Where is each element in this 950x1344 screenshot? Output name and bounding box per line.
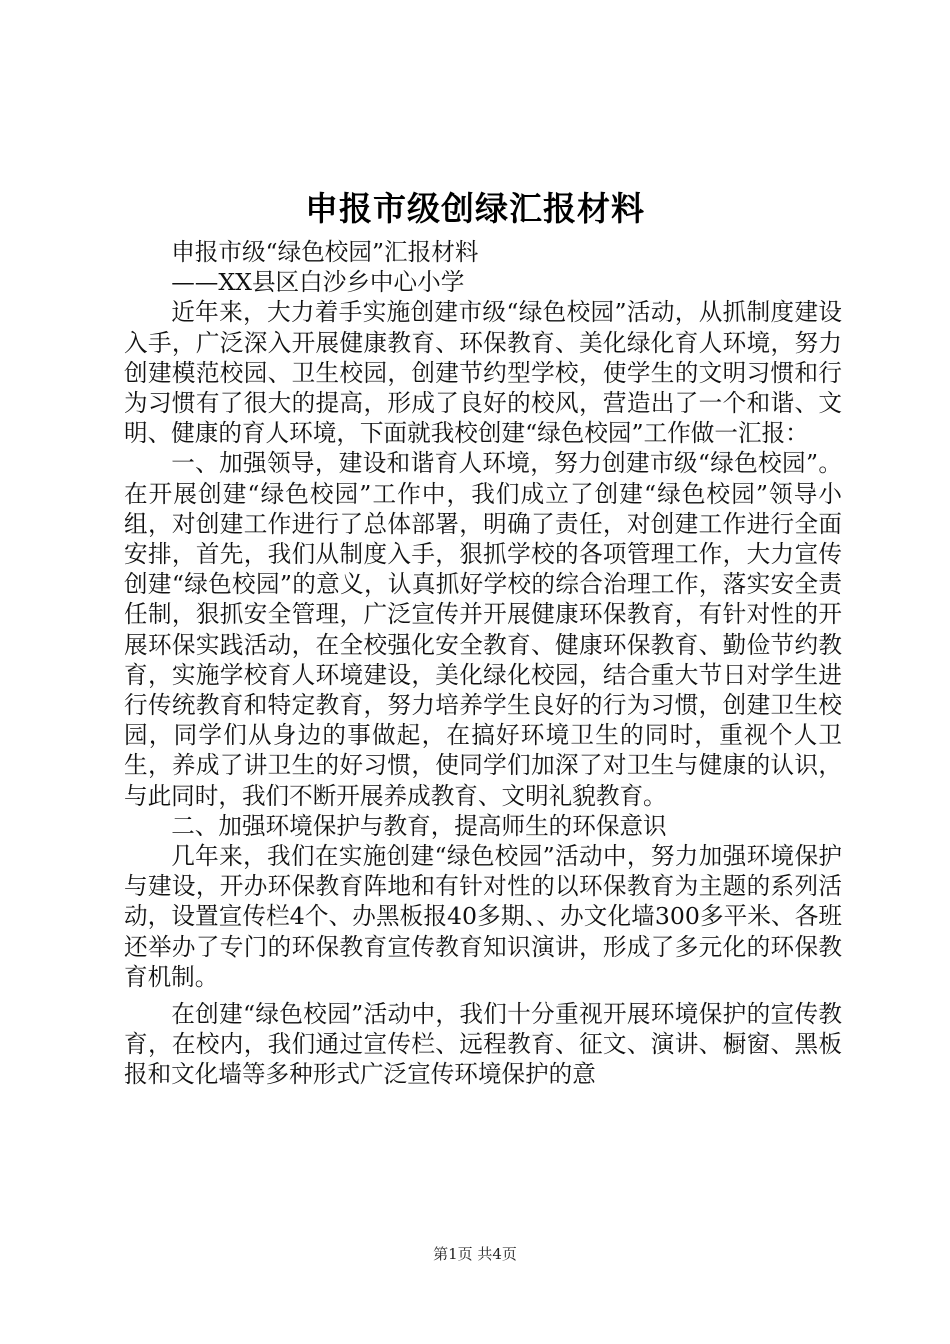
paragraph-section-1: 一、加强领导，建设和谐育人环境，努力创建市级“绿色校园”。在开展创建“绿色校园”工作中，我们成立了创建“绿色校园”领导小组，对创建工作进行了总体部署，明确了责任，对创建工作进行全面安排，首先，我们从制度入手，狠抓学校的各项管理工作，大力宣传创建“绿色校园”的意义，认真抓好学校的综合治理工作，落实安全责任制，狠抓安全管理，广泛宣传并开展健康环保教育，有针对性的开展环保实践活动，在全校强化安全教育、健康环保教育、勤俭节约教育，实施学校育人环境建设，美化绿化校园，结合重大节日对学生进行传统教育和特定教育，努力培养学生良好的行为习惯，创建卫生校园，同学们从身边的事做起，在搞好环境卫生的同时，重视个人卫生，养成了讲卫生的好习惯，使同学们加深了对卫生与健康的认识，与此同时，我们不断开展养成教育、文明礼貌教育。 bbox=[124, 449, 842, 810]
subtitle: 申报市级“绿色校园”汇报材料 bbox=[171, 238, 479, 266]
page-number: 第1页 共4页 bbox=[433, 1245, 517, 1263]
paragraph-publicity: 在创建“绿色校园”活动中，我们十分重视开展环境保护的宣传教育，在校内，我们通过宣传栏、远程教育、征文、演讲、橱窗、黑板报和文化墙等多种形式广泛宣传环境保护的意 bbox=[124, 1000, 842, 1089]
byline: ——XX县区白沙乡中心小学 bbox=[171, 268, 465, 297]
paragraph-section-2: 几年来，我们在实施创建“绿色校园”活动中，努力加强环境保护与建设，开办环保教育阵地和有针对性的以环保教育为主题的系列活动，设置宣传栏4个、办黑板报40多期、、办文化墙300多平米、各班还举办了专门的环保教育宣传教育知识演讲，形成了多元化的环保教育机制。 bbox=[124, 842, 842, 991]
heading-section-2: 二、加强环境保护与教育，提高师生的环保意识 bbox=[171, 811, 667, 840]
document-title: 申报市级创绿汇报材料 bbox=[305, 189, 645, 228]
paragraph-intro: 近年来，大力着手实施创建市级“绿色校园”活动，从抓制度建设入手，广泛深入开展健康教育、环保教育、美化绿化育人环境，努力创建模范校园、卫生校园，创建节约型学校，使学生的文明习惯和行为习惯有了很大的提高，形成了良好的校风，营造出了一个和谐、文明、健康的育人环境，下面就我校创建“绿色校园”工作做一汇报： bbox=[124, 298, 842, 448]
document-body bbox=[124, 237, 842, 1090]
